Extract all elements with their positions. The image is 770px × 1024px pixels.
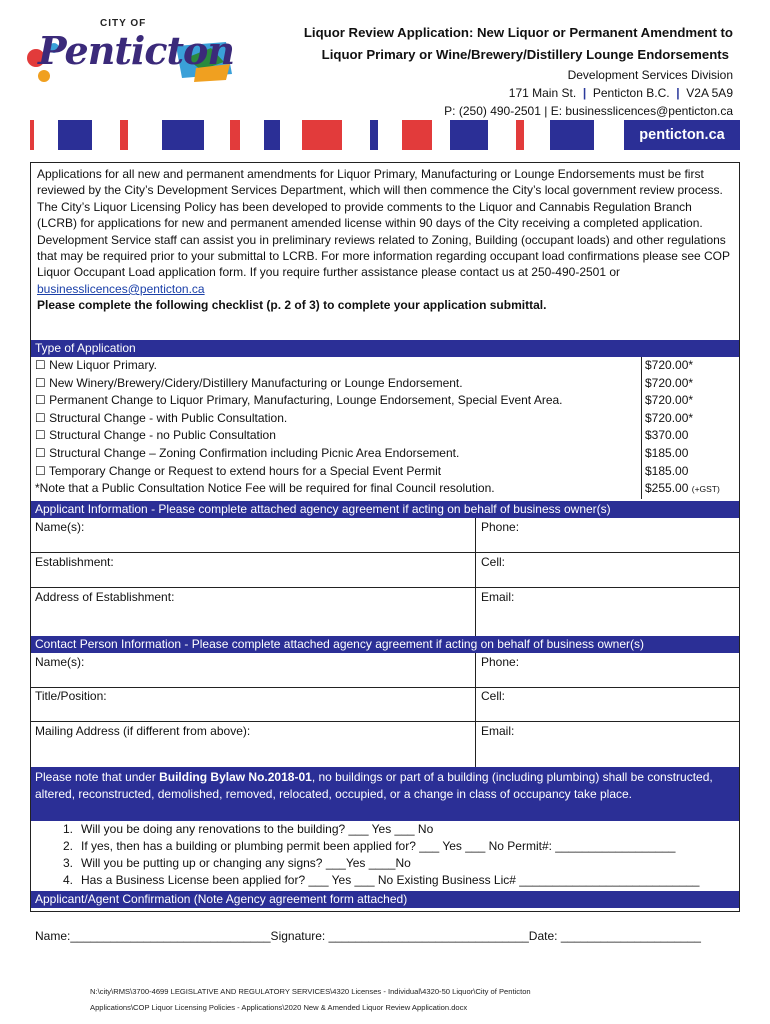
option-fee: $720.00* bbox=[645, 410, 694, 425]
question-number: 1. bbox=[62, 822, 73, 836]
bar-segment bbox=[370, 120, 378, 150]
footer-line-2: Applications\COP Liquor Licensing Policies - Applications\2020 New & Amended Liquor Review Application.docx bbox=[90, 1003, 468, 1012]
checklist-instruction: Please complete the following checklist (p. 2 of 3) to complete your application submittal. bbox=[37, 298, 547, 313]
header-block bbox=[304, 22, 733, 120]
option-label: ☐ Temporary Change or Request to extend hours for a Special Event Permit bbox=[35, 463, 442, 478]
intro-paragraph-2-text: Development Service staff can assist you in preliminary reviews related to Zoning, Building (occupant loads) and other regulations that may be required prior to your submittal to LCRB. For more information regarding occupant load confirmations please see COP Liquor Occupant Load application form. If you require further assistance please contact us at 250-490-2501 or bbox=[37, 232, 730, 280]
gst-suffix: (+GST) bbox=[691, 484, 720, 495]
option-label: ☐ Structural Change – Zoning Confirmation including Picnic Area Endorsement. bbox=[35, 446, 460, 460]
option-label: ☐ Structural Change - with Public Consultation. bbox=[35, 410, 288, 425]
option-label: ☐ Permanent Change to Liquor Primary, Manufacturing, Lounge Endorsement, Special Event Area. bbox=[35, 393, 563, 408]
applicant-phone-field[interactable]: Phone: bbox=[481, 520, 520, 534]
bar-segment bbox=[302, 120, 342, 150]
bylaw-note-suffix: , no buildings or part of a building (including plumbing) shall be constructed, altered, reconstructed, demolished, removed, relocated, occupied, or a change in class of occupancy take place. bbox=[35, 770, 713, 801]
email-address[interactable]: E: businesslicences@penticton.ca bbox=[550, 104, 733, 118]
question-number: 2. bbox=[62, 839, 73, 853]
bar-segment bbox=[264, 120, 280, 150]
bar-segment bbox=[550, 120, 594, 150]
applicant-email-field[interactable]: Email: bbox=[481, 590, 515, 604]
email-link[interactable]: businesslicences@penticton.ca bbox=[37, 281, 205, 296]
option-fee: $720.00* bbox=[645, 358, 694, 372]
signature-line[interactable]: Name:______________________________Signature: ______________________________Date: _____________________ bbox=[35, 929, 701, 943]
option-fee: $370.00 bbox=[645, 428, 689, 443]
row-divider bbox=[31, 552, 739, 553]
question-item[interactable] bbox=[31, 855, 739, 872]
title-position-field[interactable]: Title/Position: bbox=[35, 689, 107, 703]
question-text: Will you be doing any renovations to the building? ___ Yes ___ No bbox=[81, 822, 434, 836]
bylaw-note-prefix: Please note that under bbox=[35, 770, 160, 784]
applicant-names-field[interactable]: Name(s): bbox=[35, 520, 85, 534]
intro-text bbox=[37, 166, 733, 314]
contact-column-divider bbox=[475, 653, 476, 769]
intro-paragraph-2 bbox=[37, 232, 733, 298]
bar-segment bbox=[450, 120, 488, 150]
city-logo bbox=[26, 18, 236, 88]
applicant-column-divider bbox=[475, 518, 476, 636]
separator: | bbox=[676, 86, 680, 100]
question-number: 4. bbox=[62, 873, 73, 887]
logo-wordmark: Penticton bbox=[38, 28, 235, 73]
separator: | bbox=[544, 104, 548, 118]
contact-email-field[interactable]: Email: bbox=[481, 724, 515, 738]
contact-names-field[interactable]: Name(s): bbox=[35, 655, 85, 669]
question-text: Has a Business License been applied for? ___ Yes ___ No Existing Business Lic# ___________________________ bbox=[81, 873, 700, 887]
file-path-footer bbox=[90, 984, 531, 1016]
logo-city-text: CITY OF bbox=[100, 18, 147, 29]
option-fee: $720.00* bbox=[645, 375, 694, 390]
address-street: 171 Main St. bbox=[508, 86, 577, 100]
bar-segment bbox=[58, 120, 92, 150]
address-line bbox=[304, 84, 733, 102]
question-item[interactable] bbox=[31, 872, 739, 889]
row-divider bbox=[31, 721, 739, 722]
applicant-cell-field[interactable]: Cell: bbox=[481, 555, 506, 569]
question-text: If yes, then has a building or plumbing permit been applied for? ___ Yes ___ No Permit#: __________________ bbox=[81, 839, 676, 853]
application-form bbox=[30, 162, 740, 943]
row-divider bbox=[31, 687, 739, 688]
separator: | bbox=[582, 86, 587, 100]
color-bar-strip bbox=[30, 120, 740, 150]
contact-cell-field[interactable]: Cell: bbox=[481, 689, 506, 703]
question-item[interactable] bbox=[31, 838, 739, 855]
bar-segment bbox=[230, 120, 240, 150]
contact-phone-field[interactable]: Phone: bbox=[481, 655, 520, 669]
row-divider bbox=[31, 587, 739, 588]
footnote-fee bbox=[645, 480, 720, 498]
option-label: ☐ New Liquor Primary. bbox=[35, 358, 157, 372]
website-badge[interactable]: penticton.ca bbox=[624, 120, 740, 150]
address-city: Penticton B.C. bbox=[592, 86, 670, 100]
bar-segment bbox=[516, 120, 524, 150]
bylaw-number: Building Bylaw No.2018-01 bbox=[159, 770, 312, 784]
bylaw-note bbox=[31, 767, 739, 821]
question-text: Will you be putting up or changing any signs? ___Yes ____No bbox=[81, 856, 411, 870]
contact-line bbox=[304, 102, 733, 120]
form-title-line2: Liquor Primary or Wine/Brewery/Distillery Lounge Endorsements bbox=[321, 47, 729, 62]
applicant-info-heading: Applicant Information - Please complete attached agency agreement if acting on behalf of business owner(s) bbox=[31, 501, 739, 518]
fee-column-divider bbox=[641, 357, 642, 499]
bar-segment bbox=[120, 120, 128, 150]
option-fee: $185.00 bbox=[645, 446, 689, 460]
footnote-text: *Note that a Public Consultation Notice Fee will be required for final Council resolution. bbox=[35, 481, 495, 496]
establishment-field[interactable]: Establishment: bbox=[35, 555, 114, 569]
address-postal: V2A 5A9 bbox=[686, 86, 733, 100]
option-fee: $185.00 bbox=[645, 463, 689, 478]
division: Development Services Division bbox=[567, 68, 733, 82]
footer-line-1: N:\city\RMS\3700-4699 LEGISLATIVE AND REGULATORY SERVICES\4320 Licenses - Individual\4320-50 Liquor\City of Penticton bbox=[90, 987, 531, 996]
option-label: ☐ Structural Change - no Public Consultation bbox=[35, 428, 276, 443]
contact-info-heading: Contact Person Information - Please complete attached agency agreement if acting on behalf of business owner(s) bbox=[31, 636, 739, 653]
establishment-address-field[interactable]: Address of Establishment: bbox=[35, 590, 175, 604]
form-title-line1: Liquor Review Application: New Liquor or Permanent Amendment to bbox=[303, 25, 733, 40]
bar-segment bbox=[30, 120, 34, 150]
question-number: 3. bbox=[62, 856, 73, 870]
question-item[interactable] bbox=[31, 821, 739, 838]
mailing-address-field[interactable]: Mailing Address (if different from above): bbox=[35, 724, 251, 738]
phone-number: P: (250) 490-2501 bbox=[444, 104, 541, 118]
option-fee: $720.00* bbox=[645, 393, 694, 408]
type-of-application-heading: Type of Application bbox=[31, 340, 739, 357]
confirmation-heading: Applicant/Agent Confirmation (Note Agency agreement form attached) bbox=[31, 891, 739, 908]
intro-paragraph-1: Applications for all new and permanent amendments for Liquor Primary, Manufacturing or Lounge Endorsements must be first reviewed by the City’s Development Services Department, which will then commence the City’s local government review process. The City’s Liquor Licensing Policy has been developed to provide comments to the Liquor and Cannabis Regulation Branch (LCRB) for applications for new and permanent amended license within 90 days of the City receiving a completed application. bbox=[37, 167, 723, 231]
bar-segment bbox=[162, 120, 204, 150]
bar-segment bbox=[402, 120, 432, 150]
option-label: ☐ New Winery/Brewery/Cidery/Distillery Manufacturing or Lounge Endorsement. bbox=[35, 375, 463, 390]
footnote-fee-amount: $255.00 bbox=[645, 481, 689, 496]
